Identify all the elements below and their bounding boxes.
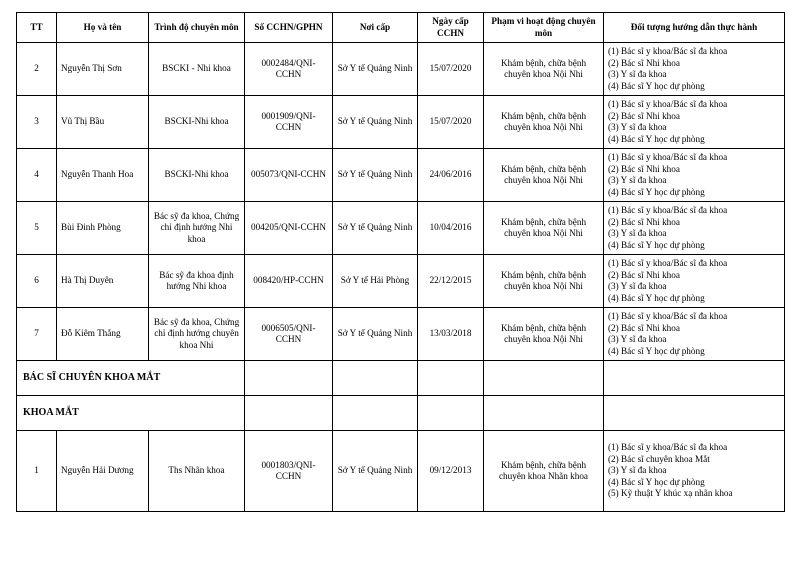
target-line: (1) Bác sĩ y khoa/Bác sĩ đa khoa <box>608 258 728 268</box>
cell-level: BSCKI - Nhi khoa <box>149 43 245 96</box>
cell-name: Nguyễn Thanh Hoa <box>57 149 149 202</box>
cell-name: Nguyễn Thị Sơn <box>57 43 149 96</box>
target-line: (1) Bác sĩ y khoa/Bác sĩ đa khoa <box>608 442 728 453</box>
cell-target <box>604 202 785 255</box>
table-row <box>17 43 785 96</box>
target-line: (1) Bác sĩ y khoa/Bác sĩ đa khoa <box>608 311 728 321</box>
col-header-level: Trình độ chuyên môn <box>149 13 245 43</box>
cell-name: Nguyễn Hải Dương <box>57 431 149 512</box>
target-line: (4) Bác sĩ Y học dự phòng <box>608 239 705 250</box>
target-line: (5) Kỹ thuật Y khúc xạ nhãn khoa <box>608 488 733 499</box>
target-line: (2) Bác sĩ Nhi khoa <box>608 110 680 121</box>
target-line: (4) Bác sĩ Y học dự phòng <box>608 186 705 197</box>
target-line: (4) Bác sĩ Y học dự phòng <box>608 345 705 356</box>
cell-tt: 5 <box>17 202 57 255</box>
cell-name: Hà Thị Duyên <box>57 255 149 308</box>
target-line: (2) Bác sĩ Nhi khoa <box>608 216 680 227</box>
target-line: (4) Bác sĩ Y học dự phòng <box>608 80 705 91</box>
target-line: (1) Bác sĩ y khoa/Bác sĩ đa khoa <box>608 152 728 162</box>
cell-number: 008420/HP-CCHN <box>245 255 333 308</box>
cell-date: 13/03/2018 <box>418 308 484 361</box>
cell-target <box>604 431 785 512</box>
section-empty-cell <box>333 361 418 396</box>
cell-number: 0006505/QNI-CCHN <box>245 308 333 361</box>
target-line: (2) Bác sĩ Nhi khoa <box>608 57 680 68</box>
target-line: (2) Bác sĩ chuyên khoa Mắt <box>608 453 710 464</box>
cell-date: 24/06/2016 <box>418 149 484 202</box>
cell-date: 09/12/2013 <box>418 431 484 512</box>
cell-date: 15/07/2020 <box>418 43 484 96</box>
table-header <box>17 13 785 43</box>
target-line: (3) Y sĩ đa khoa <box>608 228 667 238</box>
target-line: (3) Y sĩ đa khoa <box>608 465 667 476</box>
cell-target <box>604 149 785 202</box>
section-empty-cell <box>484 396 604 431</box>
col-header-number: Số CCHN/GPHN <box>245 13 333 43</box>
table-header-row <box>17 13 785 43</box>
target-line: (4) Bác sĩ Y học dự phòng <box>608 476 705 487</box>
target-line: (3) Y sĩ đa khoa <box>608 281 667 291</box>
cell-target <box>604 96 785 149</box>
target-line: (3) Y sĩ đa khoa <box>608 334 667 344</box>
target-line: (2) Bác sĩ Nhi khoa <box>608 163 680 174</box>
cell-place: Sở Y tế Quảng Ninh <box>333 96 418 149</box>
table-row <box>17 255 785 308</box>
cell-scope: Khám bệnh, chữa bệnh chuyên khoa Nội Nhi <box>484 202 604 255</box>
col-header-scope: Phạm vi hoạt động chuyên môn <box>484 13 604 43</box>
cell-place: Sở Y tế Quảng Ninh <box>333 149 418 202</box>
cell-place: Sở Y tế Quảng Ninh <box>333 202 418 255</box>
table-row <box>17 308 785 361</box>
cell-level: Bác sỹ đa khoa, Chứng chỉ định hướng chuyên khoa Nhi <box>149 308 245 361</box>
target-line: (1) Bác sĩ y khoa/Bác sĩ đa khoa <box>608 205 728 215</box>
cell-scope: Khám bệnh, chữa bệnh chuyên khoa Nội Nhi <box>484 43 604 96</box>
target-line: (3) Y sĩ đa khoa <box>608 122 667 132</box>
cell-target <box>604 308 785 361</box>
cell-name: Vũ Thị Bầu <box>57 96 149 149</box>
target-line: (3) Y sĩ đa khoa <box>608 175 667 185</box>
col-header-place: Nơi cấp <box>333 13 418 43</box>
col-header-target: Đối tượng hướng dẫn thực hành <box>604 13 785 43</box>
cell-level: Bác sỹ đa khoa định hướng Nhi khoa <box>149 255 245 308</box>
cell-tt: 4 <box>17 149 57 202</box>
cell-date: 10/04/2016 <box>418 202 484 255</box>
col-header-tt: TT <box>17 13 57 43</box>
col-header-name: Họ và tên <box>57 13 149 43</box>
table-section-row <box>17 361 785 396</box>
cell-number: 0001909/QNI-CCHN <box>245 96 333 149</box>
practitioner-table <box>16 12 785 512</box>
cell-scope: Khám bệnh, chữa bệnh chuyên khoa Nội Nhi <box>484 149 604 202</box>
cell-name: Đỗ Kiêm Thắng <box>57 308 149 361</box>
section-label: KHOA MẮT <box>17 396 245 431</box>
section-label: BÁC SĨ CHUYÊN KHOA MẮT <box>17 361 245 396</box>
cell-target <box>604 255 785 308</box>
cell-level: Bác sỹ đa khoa, Chứng chỉ định hướng Nhi khoa <box>149 202 245 255</box>
cell-tt: 1 <box>17 431 57 512</box>
cell-date: 15/07/2020 <box>418 96 484 149</box>
cell-date: 22/12/2015 <box>418 255 484 308</box>
section-empty-cell <box>604 361 785 396</box>
cell-scope: Khám bệnh, chữa bệnh chuyên khoa Nhãn khoa <box>484 431 604 512</box>
cell-place: Sở Y tế Quảng Ninh <box>333 308 418 361</box>
cell-name: Bùi Đinh Phòng <box>57 202 149 255</box>
target-line: (4) Bác sĩ Y học dự phòng <box>608 292 705 303</box>
section-empty-cell <box>484 361 604 396</box>
cell-place: Sở Y tế Quảng Ninh <box>333 43 418 96</box>
table-body <box>17 43 785 512</box>
col-header-date: Ngày cấp CCHN <box>418 13 484 43</box>
section-empty-cell <box>604 396 785 431</box>
target-line: (1) Bác sĩ y khoa/Bác sĩ đa khoa <box>608 46 728 56</box>
section-empty-cell <box>418 396 484 431</box>
target-line: (4) Bác sĩ Y học dự phòng <box>608 133 705 144</box>
cell-scope: Khám bệnh, chữa bệnh chuyên khoa Nội Nhi <box>484 255 604 308</box>
cell-scope: Khám bệnh, chữa bệnh chuyên khoa Nội Nhi <box>484 96 604 149</box>
cell-level: BSCKI-Nhi khoa <box>149 149 245 202</box>
cell-tt: 6 <box>17 255 57 308</box>
cell-tt: 2 <box>17 43 57 96</box>
cell-tt: 3 <box>17 96 57 149</box>
cell-place: Sở Y tế Quảng Ninh <box>333 431 418 512</box>
section-empty-cell <box>333 396 418 431</box>
section-empty-cell <box>418 361 484 396</box>
target-line: (2) Bác sĩ Nhi khoa <box>608 322 680 333</box>
cell-target <box>604 43 785 96</box>
table-row <box>17 202 785 255</box>
table-row <box>17 149 785 202</box>
target-line: (3) Y sĩ đa khoa <box>608 69 667 79</box>
cell-number: 0001803/QNI-CCHN <box>245 431 333 512</box>
table-row <box>17 431 785 512</box>
cell-level: BSCKI-Nhi khoa <box>149 96 245 149</box>
cell-number: 005073/QNI-CCHN <box>245 149 333 202</box>
cell-scope: Khám bệnh, chữa bệnh chuyên khoa Nội Nhi <box>484 308 604 361</box>
cell-tt: 7 <box>17 308 57 361</box>
table-section-row <box>17 396 785 431</box>
cell-number: 0002484/QNI-CCHN <box>245 43 333 96</box>
table-row <box>17 96 785 149</box>
cell-number: 004205/QNI-CCHN <box>245 202 333 255</box>
cell-level: Ths Nhãn khoa <box>149 431 245 512</box>
section-empty-cell <box>245 396 333 431</box>
target-line: (2) Bác sĩ Nhi khoa <box>608 269 680 280</box>
section-empty-cell <box>245 361 333 396</box>
cell-place: Sở Y tế Hải Phòng <box>333 255 418 308</box>
target-line: (1) Bác sĩ y khoa/Bác sĩ đa khoa <box>608 99 728 109</box>
